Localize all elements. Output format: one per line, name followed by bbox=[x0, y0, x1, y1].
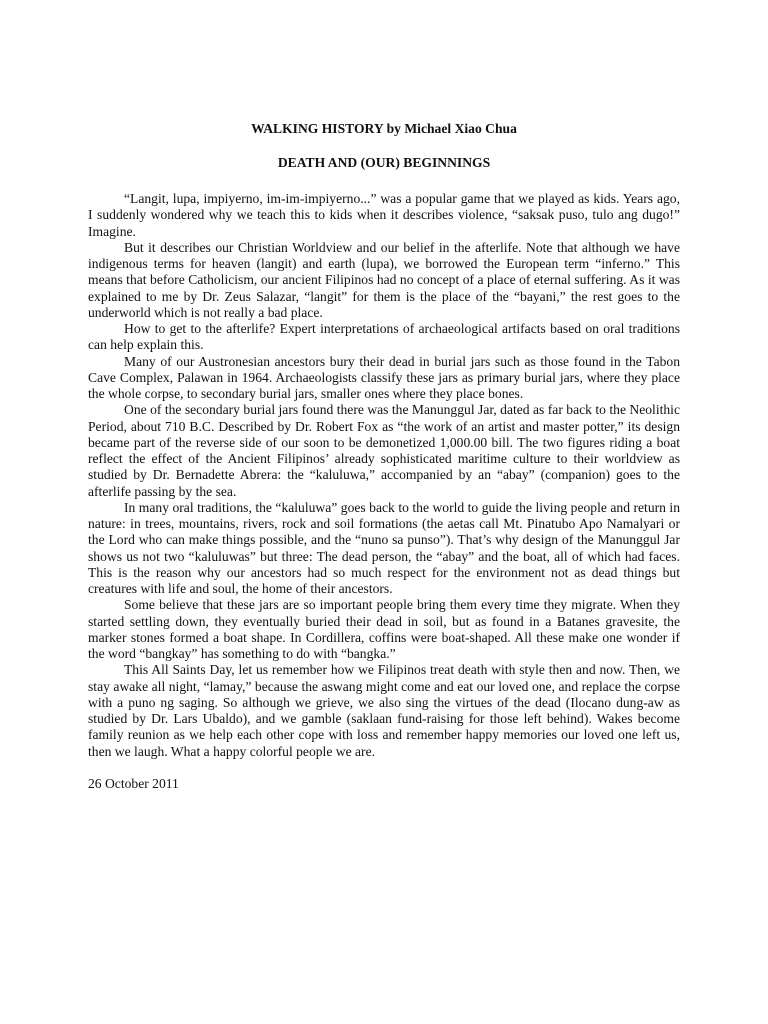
article-date: 26 October 2011 bbox=[88, 775, 179, 791]
paragraph: How to get to the afterlife? Expert interpretations of archaeological artifacts based on oral traditions can help explain this. bbox=[88, 321, 680, 353]
article-title: DEATH AND (OUR) BEGINNINGS bbox=[277, 155, 491, 170]
paragraph: In many oral traditions, the “kaluluwa” goes back to the world to guide the living people and return in nature: in trees, mountains, rivers, rock and soil formations (the aetas call Mt. Pinatubo Apo Namalyari or the Lord who can make things possible, and the “nuno sa punso”). That’s why design of the Manunggul Jar shows us not two “kaluluwas” but three: The dead person, the “abay” and the boat, all of which had faces. This is the reason why our ancestors had so much respect for the environment not as dead things but creatures with life and soul, the home of their ancestors. bbox=[88, 499, 680, 596]
paragraph: This All Saints Day, let us remember how we Filipinos treat death with style then and now. Then, we stay awake all night, “lamay,” because the aswang might come and eat our loved one, and replace the corpse with a puno ng saging. So although we grieve, we also sing the virtues of the dead (Ilocano dung-aw as studied by Dr. Lars Ubaldo), and we gamble (saklaan fund-raising for those left behind). Wakes become family reunion as we help each other cope with loss and remember happy memories our loved one left us, then we laugh. What a happy colorful people we are. bbox=[88, 662, 680, 759]
document-title: WALKING HISTORY by Michael Xiao Chua bbox=[251, 121, 517, 136]
paragraph: “Langit, lupa, impiyerno, im-im-impiyerno...” was a popular game that we played as kids. Years ago, I suddenly wondered why we teach this to kids when it describes violence, “saksak puso, tulo ang dugo!” Imagine. bbox=[88, 191, 680, 239]
paragraph: Many of our Austronesian ancestors bury their dead in burial jars such as those found in the Tabon Cave Complex, Palawan in 1964. Archaeologists classify these jars as primary burial jars, where they place the whole corpse, to secondary burial jars, smaller ones where they place bones. bbox=[88, 353, 680, 401]
paragraph: Some believe that these jars are so important people bring them every time they migrate. When they started settling down, they eventually buried their dead in soil, but as found in a Batanes gravesite, the marker stones formed a boat shape. In Cordillera, coffins were boat-shaped. All these make one wonder if the word “bangkay” has something to do with “bangka.” bbox=[88, 597, 680, 661]
paragraph: One of the secondary burial jars found there was the Manunggul Jar, dated as far back to the Neolithic Period, about 710 B.C. Described by Dr. Robert Fox as “the work of an artist and master potter,” its design became part of the reverse side of our soon to be demonetized 1,000.00 bill. The two figures riding a boat reflect the effect of the Ancient Filipinos’ already sophisticated maritime culture to their worldview as studied by Dr. Bernadette Abrera: the “kaluluwa,” accompanied by an “abay” (companion) goes to the afterlife passing by the sea. bbox=[88, 402, 680, 499]
article-body bbox=[88, 191, 680, 760]
paragraph: But it describes our Christian Worldview and our belief in the afterlife. Note that although we have indigenous terms for heaven (langit) and earth (lupa), we borrowed the European term “inferno.” This means that before Catholicism, our ancient Filipinos had no concept of a place of eternal suffering. As it was explained to me by Dr. Zeus Salazar, “langit” for them is the place of the “bayani,” the rest goes to the underworld which is not really a bad place. bbox=[88, 239, 680, 320]
document-page bbox=[88, 121, 680, 792]
